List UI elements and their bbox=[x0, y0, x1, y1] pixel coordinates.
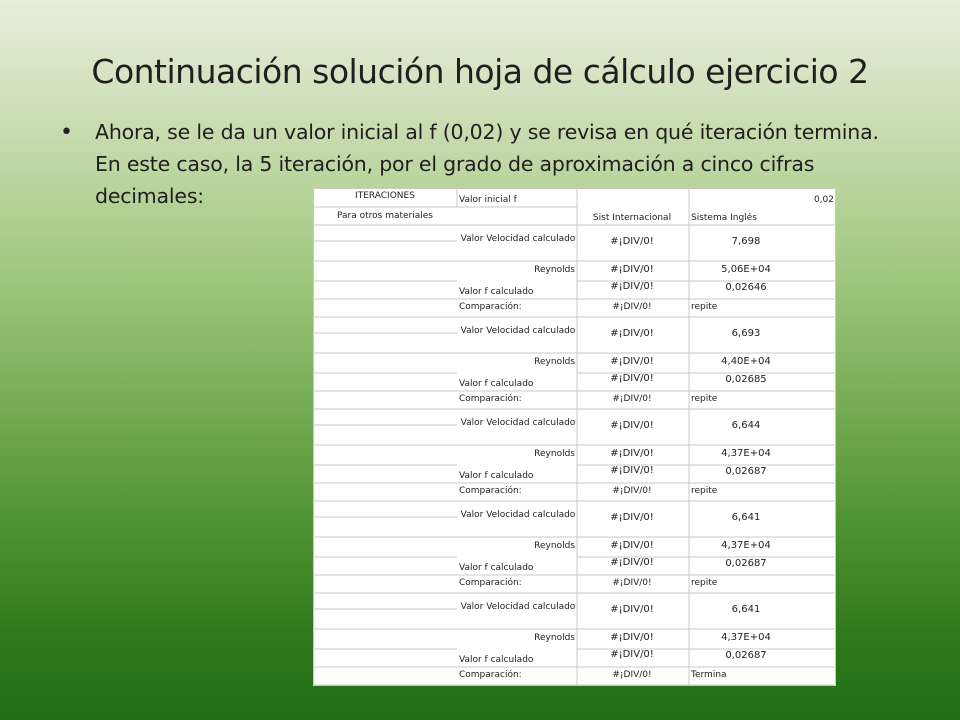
reynolds-label: Reynolds bbox=[534, 633, 575, 643]
bullet-marker: • bbox=[60, 120, 73, 145]
valor-inicial-label: Valor inicial f bbox=[459, 195, 517, 205]
velocidad-en-value: 6,641 bbox=[731, 604, 761, 615]
valor-f-en-value: 0,02687 bbox=[725, 650, 767, 661]
valor-inicial-value: 0,02 bbox=[813, 195, 834, 205]
valor-f-label: Valor f calculado bbox=[459, 379, 534, 389]
valor-f-si-value: #¡DIV/0! bbox=[610, 649, 654, 660]
reynolds-label: Reynolds bbox=[534, 541, 575, 551]
valor-f-si-value: #¡DIV/0! bbox=[610, 465, 654, 476]
velocidad-si-value: #¡DIV/0! bbox=[610, 328, 654, 339]
iteraciones-header: ITERACIONES bbox=[355, 191, 415, 201]
reynolds-en-value: 5,06E+04 bbox=[721, 264, 771, 275]
valor-f-en-value: 0,02685 bbox=[725, 374, 767, 385]
valor-f-en-value: 0,02687 bbox=[725, 558, 767, 569]
comparacion-result: repite bbox=[691, 486, 718, 496]
spreadsheet-screenshot bbox=[313, 188, 836, 686]
valor-f-en-value: 0,02646 bbox=[725, 282, 767, 293]
reynolds-label: Reynolds bbox=[534, 449, 575, 459]
valor-f-si-value: #¡DIV/0! bbox=[610, 373, 654, 384]
comparacion-si-value: #¡DIV/0! bbox=[612, 486, 652, 496]
comparacion-si-value: #¡DIV/0! bbox=[612, 670, 652, 680]
velocidad-si-value: #¡DIV/0! bbox=[610, 604, 654, 615]
comparacion-si-value: #¡DIV/0! bbox=[612, 394, 652, 404]
valor-f-label: Valor f calculado bbox=[459, 471, 534, 481]
comparacion-label: Comparación: bbox=[459, 302, 522, 312]
comparacion-label: Comparación: bbox=[459, 578, 522, 588]
valor-f-si-value: #¡DIV/0! bbox=[610, 281, 654, 292]
comparacion-result: repite bbox=[691, 578, 718, 588]
reynolds-en-value: 4,37E+04 bbox=[721, 448, 771, 459]
velocidad-en-value: 6,641 bbox=[731, 512, 761, 523]
velocidad-si-value: #¡DIV/0! bbox=[610, 420, 654, 431]
reynolds-en-value: 4,40E+04 bbox=[721, 356, 771, 367]
otros-materiales-label: Para otros materiales bbox=[337, 211, 433, 221]
slide-title: Continuación solución hoja de cálculo ejercicio 2 bbox=[91, 52, 869, 91]
reynolds-si-value: #¡DIV/0! bbox=[610, 448, 654, 459]
velocidad-si-value: #¡DIV/0! bbox=[610, 512, 654, 523]
velocidad-label: Valor Velocidad calculado bbox=[460, 418, 576, 428]
reynolds-en-value: 4,37E+04 bbox=[721, 540, 771, 551]
column-header-si: Sist Internacional bbox=[592, 213, 672, 223]
reynolds-si-value: #¡DIV/0! bbox=[610, 540, 654, 551]
comparacion-result: Termina bbox=[691, 670, 727, 680]
reynolds-label: Reynolds bbox=[534, 265, 575, 275]
comparacion-label: Comparación: bbox=[459, 486, 522, 496]
comparacion-si-value: #¡DIV/0! bbox=[612, 578, 652, 588]
reynolds-en-value: 4,37E+04 bbox=[721, 632, 771, 643]
valor-f-label: Valor f calculado bbox=[459, 655, 534, 665]
velocidad-label: Valor Velocidad calculado bbox=[460, 326, 576, 336]
reynolds-si-value: #¡DIV/0! bbox=[610, 264, 654, 275]
comparacion-si-value: #¡DIV/0! bbox=[612, 302, 652, 312]
valor-f-en-value: 0,02687 bbox=[725, 466, 767, 477]
reynolds-label: Reynolds bbox=[534, 357, 575, 367]
comparacion-result: repite bbox=[691, 394, 718, 404]
valor-f-label: Valor f calculado bbox=[459, 563, 534, 573]
comparacion-label: Comparación: bbox=[459, 394, 522, 404]
velocidad-label: Valor Velocidad calculado bbox=[460, 510, 576, 520]
bullet-text: Ahora, se le da un valor inicial al f (0,02) y se revisa en qué iteración termina. En este caso, la 5 iteración, por el grado de aproximación a cinco cifras decimales: bbox=[95, 120, 879, 208]
reynolds-si-value: #¡DIV/0! bbox=[610, 356, 654, 367]
velocidad-en-value: 6,644 bbox=[731, 420, 761, 431]
velocidad-label: Valor Velocidad calculado bbox=[460, 602, 576, 612]
column-header-ingles: Sistema Inglés bbox=[691, 213, 757, 223]
velocidad-en-value: 6,693 bbox=[731, 328, 761, 339]
valor-f-si-value: #¡DIV/0! bbox=[610, 557, 654, 568]
velocidad-en-value: 7,698 bbox=[731, 236, 761, 247]
velocidad-label: Valor Velocidad calculado bbox=[460, 234, 576, 244]
comparacion-label: Comparación: bbox=[459, 670, 522, 680]
valor-f-label: Valor f calculado bbox=[459, 287, 534, 297]
comparacion-result: repite bbox=[691, 302, 718, 312]
reynolds-si-value: #¡DIV/0! bbox=[610, 632, 654, 643]
velocidad-si-value: #¡DIV/0! bbox=[610, 236, 654, 247]
